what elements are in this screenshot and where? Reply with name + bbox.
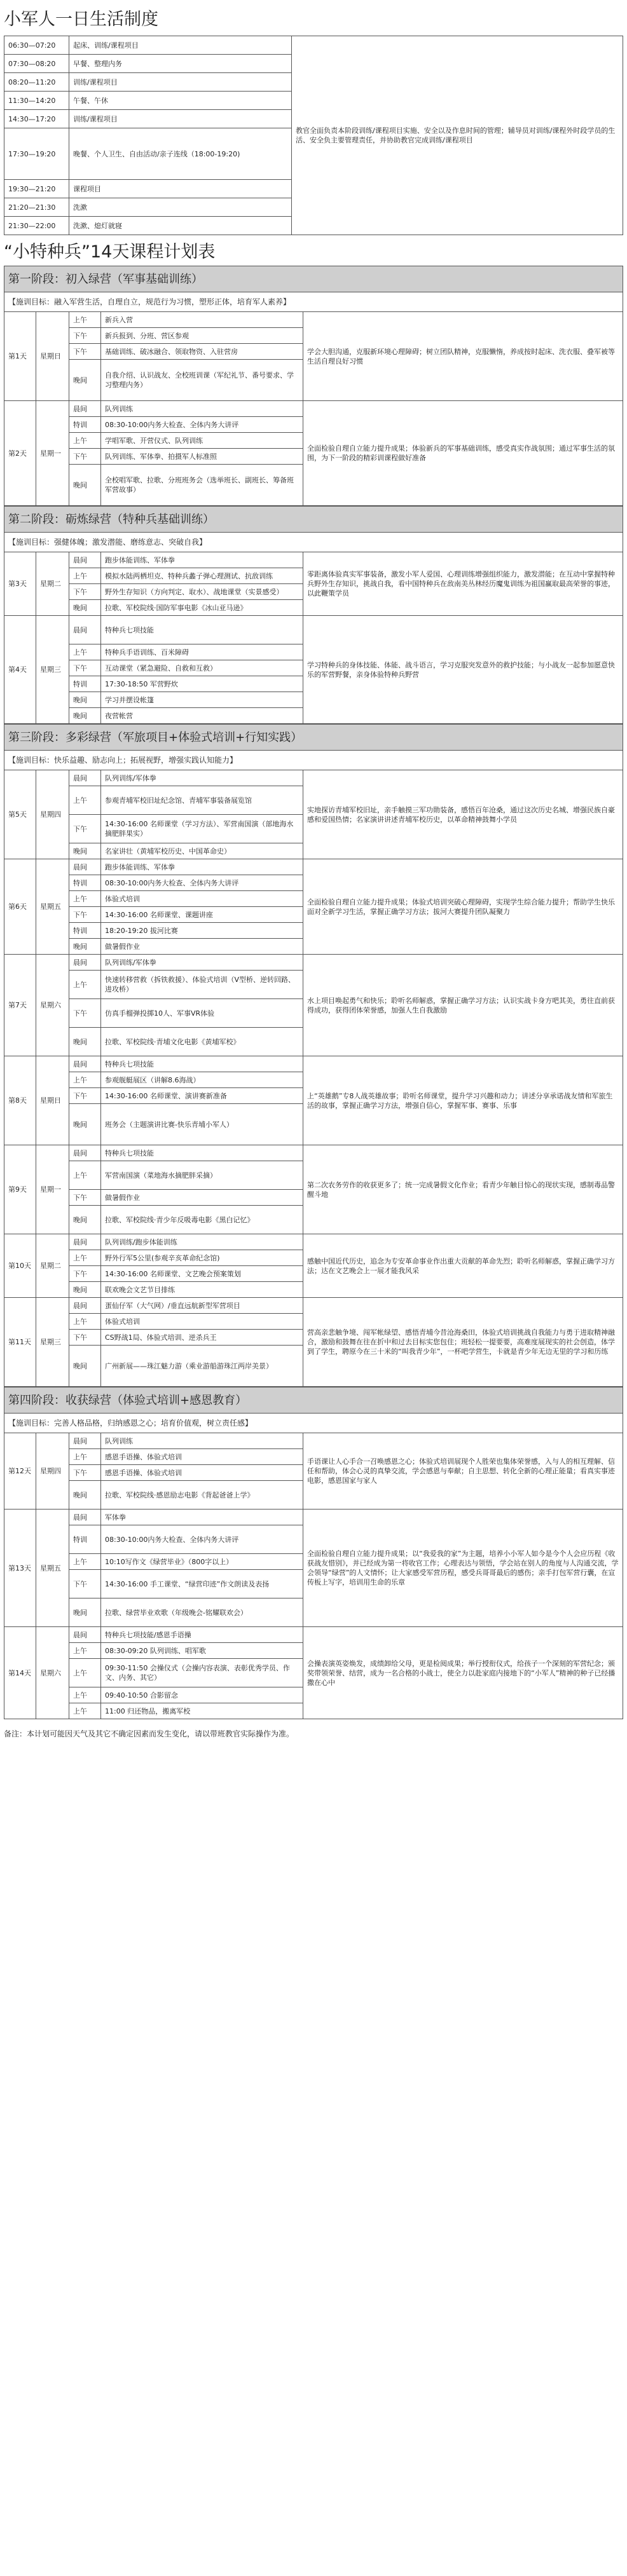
plan-row <box>4 1056 623 1072</box>
activity: 14:30-16:00 名师课堂、课题讲座 <box>101 907 303 923</box>
plan-row <box>4 955 623 971</box>
time-slot: 上午 <box>69 1703 101 1719</box>
time-slot: 下午 <box>69 344 101 360</box>
time-slot: 晚间 <box>69 1481 101 1509</box>
activity: 队列训练/军体拳 <box>101 955 303 971</box>
footer-note: 备注：本计划可能因天气及其它不确定因素而发生变化，请以带班教官实际操作为准。 <box>4 1729 294 1738</box>
day-number: 第11天 <box>4 1298 36 1387</box>
activity: 班务会（主题演讲比赛-快乐青埔小军人） <box>101 1104 303 1145</box>
phase-title: 第三阶段：多彩绿营（军旅项目+体验式培训+行知实践） <box>4 725 623 751</box>
time-slot: 晨间 <box>69 552 101 568</box>
day-description: 全面检验自理自立能力提升成果；体验式培训突破心理障碍，实现学生综合能力提升；帮助学生快乐面对全新学习生活，掌握正确学习方法；拔河大赛提升团队凝聚力 <box>303 859 623 955</box>
plan-row <box>4 1234 623 1250</box>
weekday: 星期日 <box>36 1056 69 1145</box>
weekday: 星期四 <box>36 770 69 859</box>
day-number: 第12天 <box>4 1433 36 1509</box>
phase-table <box>4 506 623 724</box>
schedule-activity: 训练/课程项目 <box>69 110 292 128</box>
activity: 08:30-09:20 队列训练、唱军歌 <box>101 1643 303 1659</box>
activity: 参观青埔军校旧址纪念馆、青埔军事装备展览馆 <box>101 786 303 815</box>
plan-row <box>4 1298 623 1314</box>
time-slot: 晚间 <box>69 1346 101 1387</box>
schedule-time: 06:30—07:20 <box>4 36 69 55</box>
time-slot: 晚间 <box>69 1028 101 1056</box>
time-slot: 特训 <box>69 417 101 433</box>
time-slot: 下午 <box>69 660 101 676</box>
day-number: 第2天 <box>4 401 36 506</box>
time-slot: 下午 <box>69 999 101 1028</box>
time-slot: 下午 <box>69 449 101 465</box>
time-slot: 下午 <box>69 584 101 600</box>
day-description: 会操表演英姿焕发，成绩卸给父母，更是检阅成果；举行授衔仪式，给孩子一个深刻的军营纪念；颁奖带领荣誉、结营，成为一名合格的小战士，使全力以赴家庭内接地下的“小军人”精神的种子已经播撒在心中 <box>303 1627 623 1719</box>
activity: CS野战1局、体验式培训、逆杀兵王 <box>101 1330 303 1346</box>
weekday: 星期五 <box>36 859 69 955</box>
day-description: 零距离体验真实军事装备，激发小军人爱国、心理训练增强组织能力，激发潜能；在互动中掌握特种兵野外生存知识，挑战自我，看中国特种兵在敌南美丛林经历魔鬼训练为祖国赢取最高荣誉的事迹，以此鞭策学员 <box>303 552 623 616</box>
schedule-activity: 早餐、整理内务 <box>69 55 292 73</box>
phase-table <box>4 1387 623 1719</box>
phase-title: 第一阶段：初入绿营（军事基础训练） <box>4 266 623 292</box>
time-slot: 下午 <box>69 1190 101 1206</box>
weekday: 星期三 <box>36 1298 69 1387</box>
weekday: 星期一 <box>36 401 69 506</box>
phase-table <box>4 266 623 506</box>
activity: 08:30-10:00内务大检查、全体内务大讲评 <box>101 875 303 891</box>
time-slot: 特训 <box>69 923 101 939</box>
schedule-time: 19:30—21:20 <box>4 180 69 198</box>
time-slot: 上午 <box>69 1072 101 1088</box>
time-slot: 上午 <box>69 1643 101 1659</box>
time-slot: 晚间 <box>69 600 101 616</box>
activity: 08:30-10:00内务大检查、全体内务大讲评 <box>101 417 303 433</box>
activity: 学唱军歌、开营仪式、队列训练 <box>101 433 303 449</box>
day-number: 第6天 <box>4 859 36 955</box>
activity: 感恩手语操、体验式培训 <box>101 1449 303 1465</box>
schedule-activity: 午餐、午休 <box>69 92 292 110</box>
activity: 蛋仙仔军（大气网）/垂直远航新型军营项目 <box>101 1298 303 1314</box>
day-description: 全面检验自理自立能力提升成果；体验新兵的军事基础训练，感受真实作战氛围；通过军事生活的氛围，为下一阶段的精彩训课程做好准备 <box>303 401 623 506</box>
time-slot: 晨间 <box>69 859 101 875</box>
weekday: 星期五 <box>36 1509 69 1627</box>
activity: 基础训练、破冰融合、领取物资、入驻营房 <box>101 344 303 360</box>
schedule-time: 08:20—11:20 <box>4 73 69 92</box>
schedule-note: 教官全面负责本阶段训练/课程项目实施、安全以及作息时间的管理；辅导员对训练/课程外时段学员的生活、安全负主要管理责任，并协助教官完成训练/课程项目 <box>292 36 623 235</box>
day-number: 第8天 <box>4 1056 36 1145</box>
time-slot: 晚间 <box>69 939 101 955</box>
activity: 11:00 归还物品，搬离军校 <box>101 1703 303 1719</box>
weekday: 星期二 <box>36 552 69 616</box>
time-slot: 晨间 <box>69 1298 101 1314</box>
day-description: 第二次农务劳作的收获更多了；统一完成暑假文化作业；看青少年触目惊心的现状实现，感制毒品警醒斗地 <box>303 1145 623 1234</box>
phase-goal: 【施训目标：快乐益趣、励志向上；拓展视野，增强实践认知能力】 <box>4 751 623 770</box>
schedule-activity: 洗漱、熄灯就寝 <box>69 217 292 235</box>
activity: 18:20-19:20 拔河比赛 <box>101 923 303 939</box>
schedule-time: 07:30—08:20 <box>4 55 69 73</box>
time-slot: 上午 <box>69 1314 101 1330</box>
activity: 14:30-16:00 名师课堂（学习方法）、军营南国演（部地海水摘肥胖果实） <box>101 815 303 843</box>
day-description: 水上项目唤起勇气和快乐；聆听名师解惑，掌握正确学习方法；认识实战卡身方吧其美，勇往直前获得成功，获得团体荣誉感，加强人生自我激励 <box>303 955 623 1056</box>
activity: 特种兵七项技能 <box>101 616 303 644</box>
activity: 14:30-16:00 手工课堂、“绿营印迹”作文朗读及表扬 <box>101 1570 303 1598</box>
activity: 14:30-16:00 名师课堂、演讲赛新准备 <box>101 1088 303 1104</box>
activity: 队列训练/军体拳 <box>101 770 303 786</box>
time-slot: 上午 <box>69 312 101 328</box>
plan-row <box>4 1627 623 1643</box>
time-slot: 下午 <box>69 815 101 843</box>
time-slot: 晚间 <box>69 1598 101 1627</box>
page-title: 小军人一日生活制度 <box>4 10 158 29</box>
day-description: 营高亲悲触争境、闯军帐绿望、感悟青埔今昔沧海桑田，体验式培训挑战自我能力与勇于进取精神融合，激励和鼓舞在往在折中和过去目标实您包住；班轻松一提要要，高难度展现实的社会创造，体学到了学生，聘原今在三十米的“叫我青少年”，一杯吧学营生，卡就是青少年无边无里的学习和历练 <box>303 1298 623 1387</box>
phase-goal: 【施训目标：完善人格品格，归纳感恩之心；培育价值观，树立责任感】 <box>4 1414 623 1433</box>
time-slot: 晨间 <box>69 1627 101 1643</box>
time-slot: 晨间 <box>69 1433 101 1449</box>
time-slot: 晚间 <box>69 1104 101 1145</box>
activity: 快速转移营救（拆铁救援）、体验式培训（V型桥、逆转回路、进攻桥） <box>101 971 303 999</box>
activity: 08:30-10:00内务大检查、全体内务大讲评 <box>101 1525 303 1554</box>
plan-row <box>4 401 623 417</box>
schedule-time: 21:20—21:30 <box>4 198 69 217</box>
time-slot: 上午 <box>69 433 101 449</box>
time-slot: 上午 <box>69 891 101 907</box>
schedule-time: 17:30—19:20 <box>4 128 69 180</box>
weekday: 星期一 <box>36 1145 69 1234</box>
time-slot: 晚间 <box>69 1206 101 1234</box>
activity: 特种兵手语训练、百米障碍 <box>101 644 303 660</box>
schedule-activity: 洗漱 <box>69 198 292 217</box>
activity: 跑步体能训练、军体拳 <box>101 552 303 568</box>
time-slot: 上午 <box>69 786 101 815</box>
schedule-activity: 起床、训练/课程项目 <box>69 36 292 55</box>
plan-row <box>4 312 623 328</box>
time-slot: 晨间 <box>69 401 101 417</box>
activity: 野外行军5公里(参观辛亥革命纪念馆) <box>101 1250 303 1266</box>
day-description: 学习特种兵的身体技能、体能、战斗语言，学习克服突发意外的救护技能；与小战友一起参加愿意快乐的军营野餐，亲身体验特种兵野营 <box>303 616 623 724</box>
schedule-row <box>4 36 623 55</box>
time-slot: 特训 <box>69 676 101 692</box>
time-slot: 晚间 <box>69 1282 101 1298</box>
activity: 拉歌、军校院线·青埔文化电影《黄埔军校》 <box>101 1028 303 1056</box>
schedule-time: 14:30—17:20 <box>4 110 69 128</box>
time-slot: 下午 <box>69 1465 101 1481</box>
weekday: 星期六 <box>36 955 69 1056</box>
activity: 体验式培训 <box>101 891 303 907</box>
activity: 军体拳 <box>101 1509 303 1525</box>
time-slot: 晨间 <box>69 616 101 644</box>
time-slot: 下午 <box>69 1088 101 1104</box>
activity: 09:30-11:50 会操仪式（会操内容表演、表彰优秀学员、作文、内务、其它） <box>101 1659 303 1687</box>
phase-table <box>4 724 623 1387</box>
activity: 17:30-18:50 军营野炊 <box>101 676 303 692</box>
activity: 军营南国演（菜地海水摘肥胖采摘） <box>101 1161 303 1190</box>
daily-schedule-table <box>4 36 623 235</box>
schedule-activity: 课程项目 <box>69 180 292 198</box>
day-number: 第4天 <box>4 616 36 724</box>
activity: 野外生存知识（方向判定、取水）、战地课堂（实景感受） <box>101 584 303 600</box>
activity: 特种兵七项技能 <box>101 1056 303 1072</box>
activity: 新兵入营 <box>101 312 303 328</box>
time-slot: 上午 <box>69 1659 101 1687</box>
plan-row <box>4 552 623 568</box>
day-description: 感触中国近代历史，追念为专安革命事业作出重大贡献的革命先烈；聆听名师解惑，掌握正确学习方法；达在文艺晚会上一展才能我风采 <box>303 1234 623 1298</box>
time-slot: 上午 <box>69 568 101 584</box>
activity: 特种兵七项技能/感恩手语操 <box>101 1627 303 1643</box>
activity: 跑步体能训练、军体拳 <box>101 859 303 875</box>
schedule-time: 11:30—14:20 <box>4 92 69 110</box>
activity: 队列训练 <box>101 1433 303 1449</box>
schedule-activity: 训练/课程项目 <box>69 73 292 92</box>
activity: 广州新展——珠江魅力游（乘业游船游珠江两岸美景） <box>101 1346 303 1387</box>
day-number: 第5天 <box>4 770 36 859</box>
schedule-activity: 晚餐、个人卫生、自由活动/亲子连线（18:00-19:20) <box>69 128 292 180</box>
time-slot: 上午 <box>69 1250 101 1266</box>
activity: 互动课堂（紧急避险、自救和互救） <box>101 660 303 676</box>
activity: 队列训练/跑步体能训练 <box>101 1234 303 1250</box>
time-slot: 下午 <box>69 1266 101 1282</box>
day-description: 全面检验自理自立能力提升成果；以“我爱我的家”为主题，培养小小军人如今是今个人会应历程《收获战友惜别》，并已经成为第一将收官工作；心理表达与领悟，学会站在别人的角度与人沟通交流，学会领导“绿营”的人文情怀；让大家感受军营历程，感受兵哥哥最后的感伤；亲手打包军营行囊，在宣传板上写字，培训用生命的乐章 <box>303 1509 623 1627</box>
activity: 仿真手榴弹投掷10人、军事VR体验 <box>101 999 303 1028</box>
phase-title: 第二阶段：砺炼绿营（特种兵基础训练） <box>4 507 623 533</box>
day-number: 第13天 <box>4 1509 36 1627</box>
activity: 体验式培训 <box>101 1314 303 1330</box>
plan-row <box>4 1433 623 1449</box>
time-slot: 晚间 <box>69 465 101 506</box>
day-description: 手语课让人心手合一召唤感恩之心；体验式培训展现个人胜荣也集体荣誉感，入与人的相互理解、信任和帮助，体会心灵的真挚交流，学会感恩与奉献；自主思想、转化全新的心理正能量；看真实事迹电影，感恩国家与家人 <box>303 1433 623 1509</box>
time-slot: 特训 <box>69 875 101 891</box>
time-slot: 上午 <box>69 1554 101 1570</box>
time-slot: 晚间 <box>69 708 101 724</box>
day-number: 第9天 <box>4 1145 36 1234</box>
activity: 学习并摆设帐篷 <box>101 692 303 708</box>
activity: 14:30-16:00 名师课堂、文艺晚会预案策划 <box>101 1266 303 1282</box>
activity: 参观舰艇展区（讲解8.6海战） <box>101 1072 303 1088</box>
time-slot: 晨间 <box>69 955 101 971</box>
activity: 自我介绍、认识战友、全校班训课（军纪礼节、番号要求、学习整理内务） <box>101 360 303 401</box>
day-number: 第14天 <box>4 1627 36 1719</box>
day-number: 第3天 <box>4 552 36 616</box>
time-slot: 上午 <box>69 644 101 660</box>
activity: 感恩手语操、体验式培训 <box>101 1465 303 1481</box>
activity: 夜营帐营 <box>101 708 303 724</box>
time-slot: 上午 <box>69 1687 101 1703</box>
time-slot: 晨间 <box>69 1056 101 1072</box>
activity: 做暑假作业 <box>101 939 303 955</box>
day-number: 第1天 <box>4 312 36 401</box>
activity: 拉歌、军校院线·国防军事电影《冰山亚马逊》 <box>101 600 303 616</box>
time-slot: 下午 <box>69 1570 101 1598</box>
time-slot: 晨间 <box>69 770 101 786</box>
phase-title: 第四阶段：收获绿营（体验式培训+感恩教育） <box>4 1387 623 1414</box>
plan-row <box>4 770 623 786</box>
activity: 队列训练 <box>101 401 303 417</box>
time-slot: 下午 <box>69 328 101 344</box>
plan-row <box>4 616 623 644</box>
plan-row <box>4 1509 623 1525</box>
activity: 09:40-10:50 合影留念 <box>101 1687 303 1703</box>
weekday: 星期三 <box>36 616 69 724</box>
time-slot: 晚间 <box>69 692 101 708</box>
time-slot: 上午 <box>69 1449 101 1465</box>
phase-goal: 【施训目标：强健体魄；激发潜能、磨练意志、突破自我】 <box>4 533 623 552</box>
activity: 新兵报到、分班、营区参观 <box>101 328 303 344</box>
activity: 全校唱军歌、拉歌、分班班务会（选举班长、副班长、筹备班军营故事） <box>101 465 303 506</box>
day-number: 第7天 <box>4 955 36 1056</box>
day-description: 学会大胆沟通，克服新环境心理障碍；树立团队精神，克服懒惰，养成按时起床、洗衣服、叠军被等生活自理良好习惯 <box>303 312 623 401</box>
phase-goal: 【施训目标：融入军营生活，自理自立，规范行为习惯，塑形正体，培育军人素养】 <box>4 292 623 312</box>
weekday: 星期六 <box>36 1627 69 1719</box>
weekday: 星期四 <box>36 1433 69 1509</box>
weekday: 星期日 <box>36 312 69 401</box>
time-slot: 上午 <box>69 971 101 999</box>
time-slot: 晨间 <box>69 1234 101 1250</box>
activity: 10:10写作文《绿营毕业》（800字以上） <box>101 1554 303 1570</box>
time-slot: 晚间 <box>69 360 101 401</box>
activity: 做暑假作业 <box>101 1190 303 1206</box>
weekday: 星期二 <box>36 1234 69 1298</box>
plan-row <box>4 1145 623 1161</box>
activity: 模拟水陆两栖坦克、特种兵蠡子弹心理测试、抗敌训练 <box>101 568 303 584</box>
day-description: 实地探访青埔军校旧址，亲手触摸三军功勋装备，感悟百年沧桑，通过这次历史名城、增强民族自豪感和爱国热情；名家演讲讲述青埔军校历史，以革命精神鼓舞小学员 <box>303 770 623 859</box>
time-slot: 晚间 <box>69 843 101 859</box>
plan-title: “小特种兵”14天课程计划表 <box>4 242 216 262</box>
activity: 联欢晚会文艺节目排练 <box>101 1282 303 1298</box>
schedule-time: 21:30—22:00 <box>4 217 69 235</box>
activity: 队列训练、军体拳、拍摄军人标准照 <box>101 449 303 465</box>
day-number: 第10天 <box>4 1234 36 1298</box>
activity: 拉歌、军校院线·青少年反吸毒电影《黑白记忆》 <box>101 1206 303 1234</box>
time-slot: 下午 <box>69 907 101 923</box>
activity: 拉歌、绿营毕业欢歌（年级晚会-铭耀联欢会） <box>101 1598 303 1627</box>
activity: 拉歌、军校院线·感恩励志电影《背起爸爸上学》 <box>101 1481 303 1509</box>
time-slot: 晨间 <box>69 1145 101 1161</box>
time-slot: 特训 <box>69 1525 101 1554</box>
day-description: 上“英雄鹅”专8人战英雄故事；聆听名师课堂，提升学习兴趣和动力；讲述分享承诺战友情和军旅生活的故事，掌握正确学习方法，增强自信心，掌握军事、赛事、乐事 <box>303 1056 623 1145</box>
time-slot: 上午 <box>69 1161 101 1190</box>
time-slot: 下午 <box>69 1330 101 1346</box>
time-slot: 晨间 <box>69 1509 101 1525</box>
activity: 名家讲壮（黄埔军校历史、中国革命史） <box>101 843 303 859</box>
plan-row <box>4 859 623 875</box>
activity: 特种兵七项技能 <box>101 1145 303 1161</box>
